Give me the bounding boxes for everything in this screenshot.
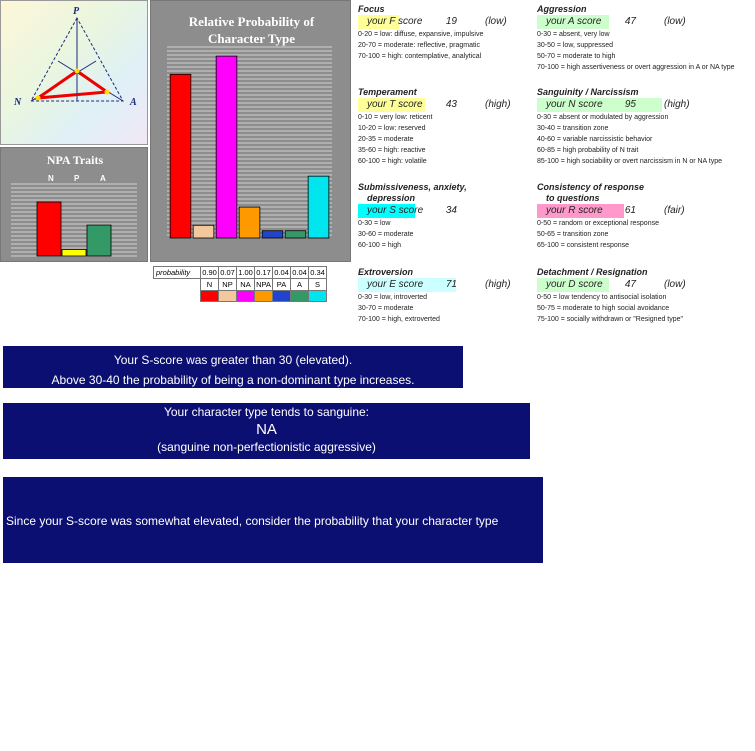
sanguinity-range-line: 85-100 = high sociability or overt narcissism in N or NA type — [537, 158, 722, 165]
extroversion-title: Extroversion — [358, 267, 414, 277]
consistency-range-line: 50-65 = transition zone — [537, 231, 609, 238]
bar-npa — [239, 207, 260, 238]
prob-value-npa: 0.17 — [256, 268, 271, 277]
chart-title-line-2: Character Type — [207, 31, 295, 46]
focus-range-line: 20-70 = moderate: reflective, pragmatic — [358, 42, 480, 49]
character-type-code: NA — [256, 421, 277, 438]
recommendation-line-3: Sanguine aggressive with tendency to passive aggressive (type NA- or NA=). — [6, 616, 416, 630]
submissiveness-title-cont: depression — [367, 193, 416, 203]
recommendation-line-5: ? predisposition to impulse-control disorder or ADHD. — [6, 718, 293, 732]
bar-s — [308, 176, 329, 238]
extroversion-range-line: 0-30 = low, introverted — [358, 294, 428, 301]
temperament-score-value: 43 — [445, 99, 457, 110]
character-type-description: (sanguine non-perfectionistic aggressive) — [157, 440, 376, 454]
swatch-n — [201, 291, 219, 302]
sanguinity-range-line: 30-40 = transition zone — [537, 125, 609, 132]
focus-score-qualifier: (low) — [485, 16, 507, 27]
npa-bar-p — [62, 250, 86, 256]
consistency-range-line: 65-100 = consistent response — [537, 242, 630, 249]
sanguinity-score-value: 95 — [624, 99, 636, 110]
submissiveness-title: Submissiveness, anxiety, — [358, 182, 467, 192]
aggression-block — [537, 3, 734, 73]
submissiveness-range-line: 0-30 = low — [358, 220, 391, 227]
swatch-s — [309, 291, 327, 302]
triangle-label-p: P — [73, 6, 80, 17]
character-type-box — [3, 403, 530, 459]
aggression-score-row — [537, 15, 734, 29]
submissiveness-score-label: your S score — [367, 205, 424, 216]
temperament-title: Temperament — [358, 87, 417, 97]
type-label-np: NP — [219, 279, 237, 291]
aggression-score-label: your A score — [546, 16, 602, 27]
temperament-score-qualifier: (high) — [485, 99, 511, 110]
detachment-score-row — [537, 278, 686, 292]
probability-table — [153, 266, 327, 302]
profile-triangle — [38, 71, 107, 98]
aggression-score-qualifier: (low) — [664, 16, 686, 27]
bar-na — [216, 56, 237, 238]
aggression-range-line: 30-50 = low, suppressed — [537, 42, 614, 49]
sanguinity-score-row — [537, 98, 722, 112]
aggression-score-value: 47 — [624, 16, 636, 27]
temperament-range-line: 35-60 = high: reactive — [358, 147, 426, 154]
detachment-score-qualifier: (low) — [664, 279, 686, 290]
swatch-a — [291, 291, 309, 302]
aggression-range-line: 0-30 = absent, very low — [537, 31, 610, 38]
type-label-pa: PA — [273, 279, 291, 291]
s-score-notice-line-2: Above 30-40 the probability of being a non-dominant type increases. — [51, 373, 415, 387]
focus-range-line: 70-100 = high: contemplative, analytical — [358, 53, 482, 60]
submissiveness-score-row — [358, 204, 467, 218]
focus-block — [358, 3, 507, 62]
temperament-score-row — [358, 98, 511, 112]
type-label-n: N — [201, 279, 219, 291]
s-score-notice-line-1: Your S-score was greater than 30 (elevated). — [113, 353, 353, 367]
focus-score-value: 19 — [445, 16, 457, 27]
consistency-score-value: 61 — [624, 205, 636, 216]
temperament-score-label: your T score — [367, 99, 423, 110]
n-point — [36, 96, 41, 101]
prob-value-na: 1.00 — [238, 268, 253, 277]
type-label-na: NA — [237, 279, 255, 291]
npa-category-a: A — [100, 174, 106, 183]
submissiveness-score-value: 34 — [445, 205, 457, 216]
probability-chart — [150, 0, 351, 262]
sanguinity-range-line: 40-60 = variable narcissistic behavior — [537, 136, 653, 143]
npa-bar-a — [87, 225, 111, 256]
prob-value-np: 0.07 — [220, 268, 235, 277]
npa-traits-chart — [0, 147, 148, 262]
swatch-pa — [273, 291, 291, 302]
consistency-title-cont: to questions — [546, 193, 600, 203]
sanguinity-range-line: 60-85 = high probability of N trait — [537, 147, 639, 154]
bar-pa — [262, 231, 283, 238]
sanguinity-range-line: 0-30 = absent or modulated by aggression — [537, 114, 669, 121]
focus-title: Focus — [358, 4, 385, 14]
bar-n — [170, 74, 191, 238]
detachment-range-line: 0-50 = low tendency to antisocial isolation — [537, 294, 667, 301]
focus-score-row — [358, 15, 507, 29]
recommendation-line-1: Since your S-score was somewhat elevated, consider the probability that your character type — [6, 514, 499, 528]
prob-value-n: 0.90 — [202, 268, 217, 277]
extroversion-score-value: 71 — [445, 279, 457, 290]
type-label-a: A — [291, 279, 309, 291]
sanguinity-score-qualifier: (high) — [664, 99, 690, 110]
detachment-range-line: 50-75 = moderate to high social avoidance — [537, 305, 670, 312]
consistency-score-qualifier: (fair) — [664, 205, 685, 216]
detachment-title: Detachment / Resignation — [537, 267, 648, 277]
consistency-score-label: your R score — [546, 205, 603, 216]
prob-value-pa: 0.04 — [274, 268, 289, 277]
chart-title-line-1: Relative Probability of — [188, 14, 315, 29]
swatch-np — [219, 291, 237, 302]
extroversion-range-line: 70-100 = high, extroverted — [358, 316, 440, 323]
aggression-range-line: 70-100 = high assertiveness or overt aggression in A or NA type — [537, 64, 735, 71]
prob-value-a: 0.04 — [292, 268, 307, 277]
detachment-score-label: your D score — [546, 279, 603, 290]
bar-np — [193, 225, 214, 238]
recommendation-line-4: Consider also the possibility of N character type. — [6, 667, 263, 681]
temperament-range-line: 10-20 = low: reserved — [358, 125, 426, 132]
temperament-range-line: 0-10 = very low: reticent — [358, 114, 433, 121]
npa-bar-n — [37, 202, 61, 256]
triangle-label-a: A — [130, 97, 137, 108]
bar-a — [285, 231, 306, 238]
swatch-npa — [255, 291, 273, 302]
recommendation-line-2: is a variant sanguine aggressive type: — [6, 565, 217, 579]
submissiveness-range-line: 30-60 = moderate — [358, 231, 414, 238]
submissiveness-range-line: 60-100 = high — [358, 242, 402, 249]
sanguinity-block — [537, 86, 722, 167]
type-label-s: S — [309, 279, 327, 291]
p-point — [75, 69, 80, 74]
prob-value-s: 0.34 — [310, 268, 325, 277]
detachment-range-line: 75-100 = socially withdrawn or "Resigned type" — [537, 316, 684, 323]
character-type-intro: Your character type tends to sanguine: — [163, 405, 370, 419]
npa-chart-title: NPA Traits — [46, 153, 104, 167]
sanguinity-title: Sanguinity / Narcissism — [537, 87, 639, 97]
a-point — [105, 90, 110, 95]
consistency-block — [537, 181, 685, 251]
temperament-range-line: 20-35 = moderate — [358, 136, 414, 143]
type-label-npa: NPA — [256, 280, 271, 289]
extroversion-block — [358, 266, 511, 325]
extroversion-score-row — [358, 278, 511, 292]
detachment-block — [537, 266, 686, 325]
triangle-label-n: N — [14, 97, 22, 108]
probability-row-label: probability — [154, 267, 201, 279]
recommendation-box — [3, 477, 543, 732]
extroversion-score-label: your E score — [367, 279, 424, 290]
swatch-na — [237, 291, 255, 302]
probability-chart-plot — [151, 1, 350, 261]
sanguinity-score-label: your N score — [546, 99, 603, 110]
extroversion-score-qualifier: (high) — [485, 279, 511, 290]
submissiveness-block — [358, 181, 467, 251]
focus-score-label: your F score — [367, 16, 423, 27]
consistency-range-line: 0-50 = random or exceptional response — [537, 220, 659, 227]
extroversion-range-line: 30-70 = moderate — [358, 305, 414, 312]
temperament-range-line: 60-100 = high: volatile — [358, 158, 427, 165]
npa-chart-plot — [1, 148, 147, 261]
temperament-block — [358, 86, 511, 167]
npa-triangle-panel — [0, 0, 148, 145]
npa-category-p: P — [74, 174, 80, 183]
aggression-range-line: 50-70 = moderate to high — [537, 53, 616, 60]
npa-category-n: N — [48, 174, 54, 183]
aggression-title: Aggression — [537, 4, 587, 14]
consistency-score-row — [537, 204, 685, 218]
npa-triangle-svg — [1, 1, 147, 144]
consistency-title: Consistency of response — [537, 182, 645, 192]
focus-range-line: 0-20 = low: diffuse, expansive, impulsive — [358, 31, 484, 38]
detachment-score-value: 47 — [624, 279, 636, 290]
s-score-notice — [3, 346, 463, 388]
